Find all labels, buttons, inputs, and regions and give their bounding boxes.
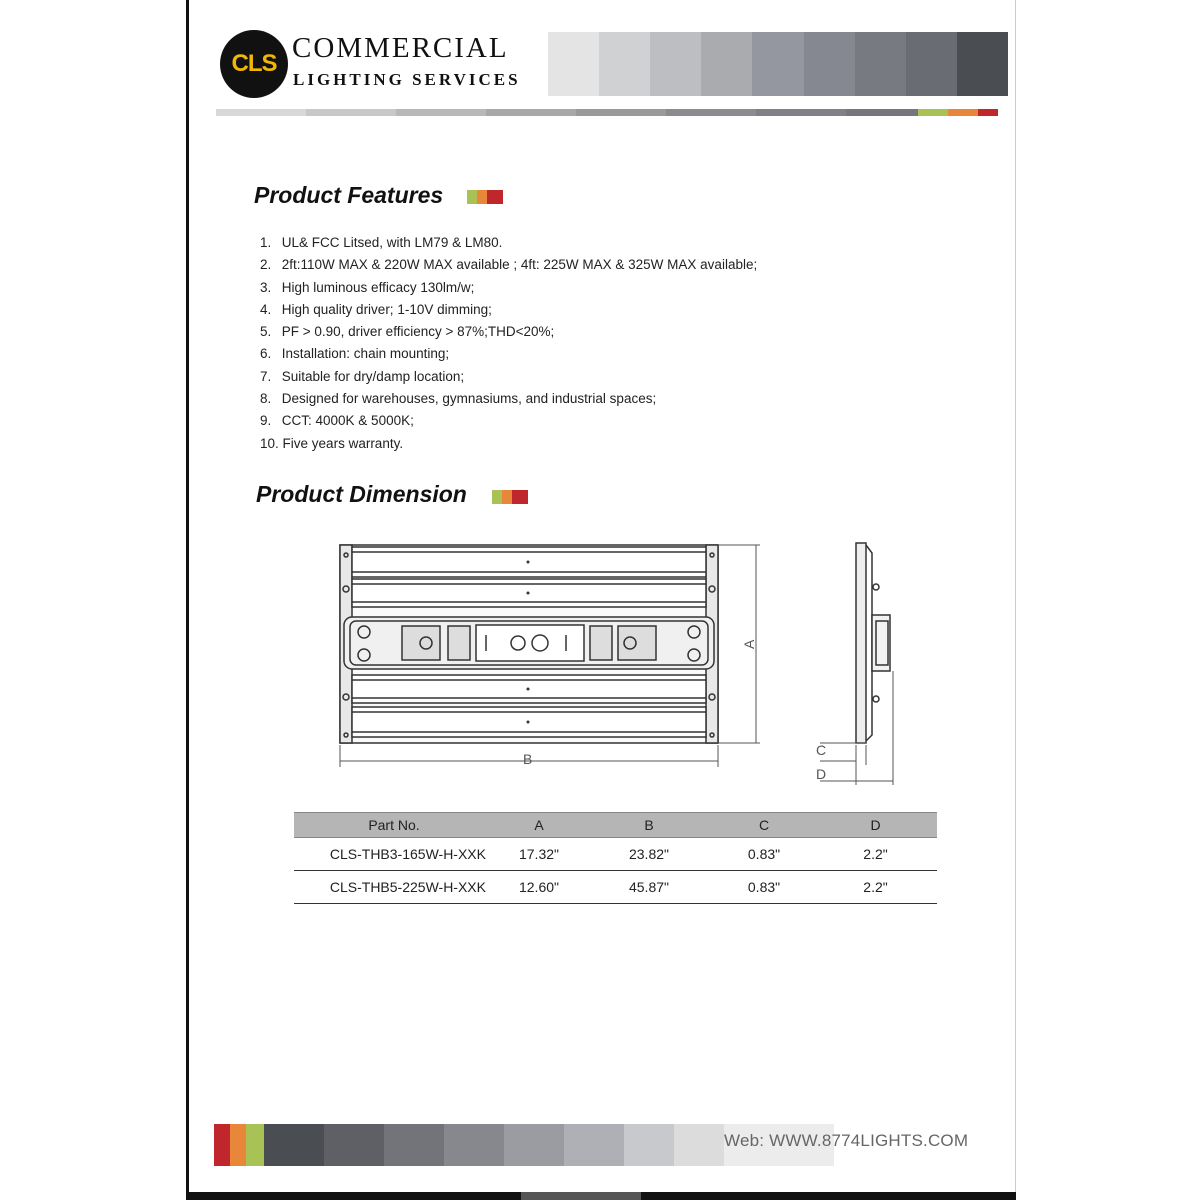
feature-list: [260, 232, 757, 455]
feature-item: [260, 366, 757, 388]
header-divider-bar: [216, 109, 1008, 116]
dim-d-cell: 2.2": [814, 871, 937, 904]
feature-text: Installation: chain mounting;: [281, 346, 450, 362]
feature-number: 3.: [260, 279, 272, 295]
feature-number: 6.: [260, 346, 272, 362]
feature-number: 4.: [260, 301, 272, 317]
dimension-label-b: B: [523, 751, 533, 767]
dim-a-cell: 12.60": [494, 871, 584, 904]
feature-number: 10.: [260, 435, 279, 451]
dimension-title: Product Dimension: [256, 481, 467, 507]
header-part-no: Part No.: [294, 813, 494, 838]
feature-text: High quality driver; 1-10V dimming;: [281, 301, 492, 317]
feature-text: High luminous efficacy 130lm/w;: [281, 279, 475, 295]
header-d: D: [814, 813, 937, 838]
cls-logo: [220, 30, 288, 98]
feature-item: [260, 343, 757, 365]
feature-item: [260, 433, 757, 455]
dimension-color-swatch: [492, 490, 528, 504]
part-no-cell: CLS-THB5-225W-H-XXK: [294, 871, 494, 904]
dim-b-cell: 45.87": [584, 871, 714, 904]
logo-text: CLS: [231, 50, 277, 77]
dimension-label-a: A: [741, 639, 757, 649]
dimension-label-c: C: [816, 742, 827, 758]
spec-table-header-row: [294, 813, 937, 838]
part-no-cell: CLS-THB3-165W-H-XXK: [294, 838, 494, 871]
feature-number: 1.: [260, 235, 272, 250]
dimension-label-d: D: [816, 766, 827, 782]
dim-d-cell: 2.2": [814, 838, 937, 871]
feature-text: Designed for warehouses, gymnasiums, and industrial spaces;: [281, 391, 657, 407]
feature-item: [260, 232, 757, 254]
brand-name-line2: LIGHTING SERVICES: [293, 70, 521, 89]
feature-number: 5.: [260, 324, 272, 340]
page-bottom-edge: [186, 1192, 1016, 1200]
feature-text: Suitable for dry/damp location;: [281, 368, 465, 384]
table-row: [294, 871, 937, 904]
feature-item: [260, 254, 757, 276]
feature-number: 7.: [260, 368, 272, 384]
features-color-swatch: [467, 190, 503, 204]
spec-table: [294, 812, 937, 904]
feature-text: 2ft:110W MAX & 220W MAX available ; 4ft: 225W MAX & 325W MAX available;: [281, 257, 758, 273]
features-title: Product Features: [254, 182, 444, 208]
table-row: [294, 838, 937, 871]
feature-item: [260, 277, 757, 299]
dim-b-cell: 23.82": [584, 838, 714, 871]
dim-a-cell: 17.32": [494, 838, 584, 871]
feature-text: Five years warranty.: [282, 435, 404, 451]
feature-number: 2.: [260, 257, 272, 273]
feature-item: [260, 321, 757, 343]
fixture-side-view: [856, 543, 890, 743]
footer-website: Web: WWW.8774LIGHTS.COM: [724, 1131, 969, 1150]
product-dimension-drawing: [330, 535, 910, 795]
dim-c-cell: 0.83": [714, 838, 814, 871]
feature-item: [260, 388, 757, 410]
fixture-front-view: [340, 545, 718, 743]
feature-number: 8.: [260, 391, 272, 407]
feature-text: UL& FCC Litsed, with LM79 & LM80.: [281, 235, 503, 250]
feature-item: [260, 299, 757, 321]
header-a: A: [494, 813, 584, 838]
dim-c-cell: 0.83": [714, 871, 814, 904]
feature-text: PF > 0.90, driver efficiency > 87%;THD<20%;: [281, 324, 555, 340]
feature-item: [260, 410, 757, 432]
brand-name-line1: COMMERCIAL: [292, 32, 509, 64]
feature-number: 9.: [260, 413, 272, 429]
header-b: B: [584, 813, 714, 838]
header-c: C: [714, 813, 814, 838]
feature-text: CCT: 4000K & 5000K;: [281, 413, 414, 429]
header-color-blocks: [548, 32, 1008, 96]
